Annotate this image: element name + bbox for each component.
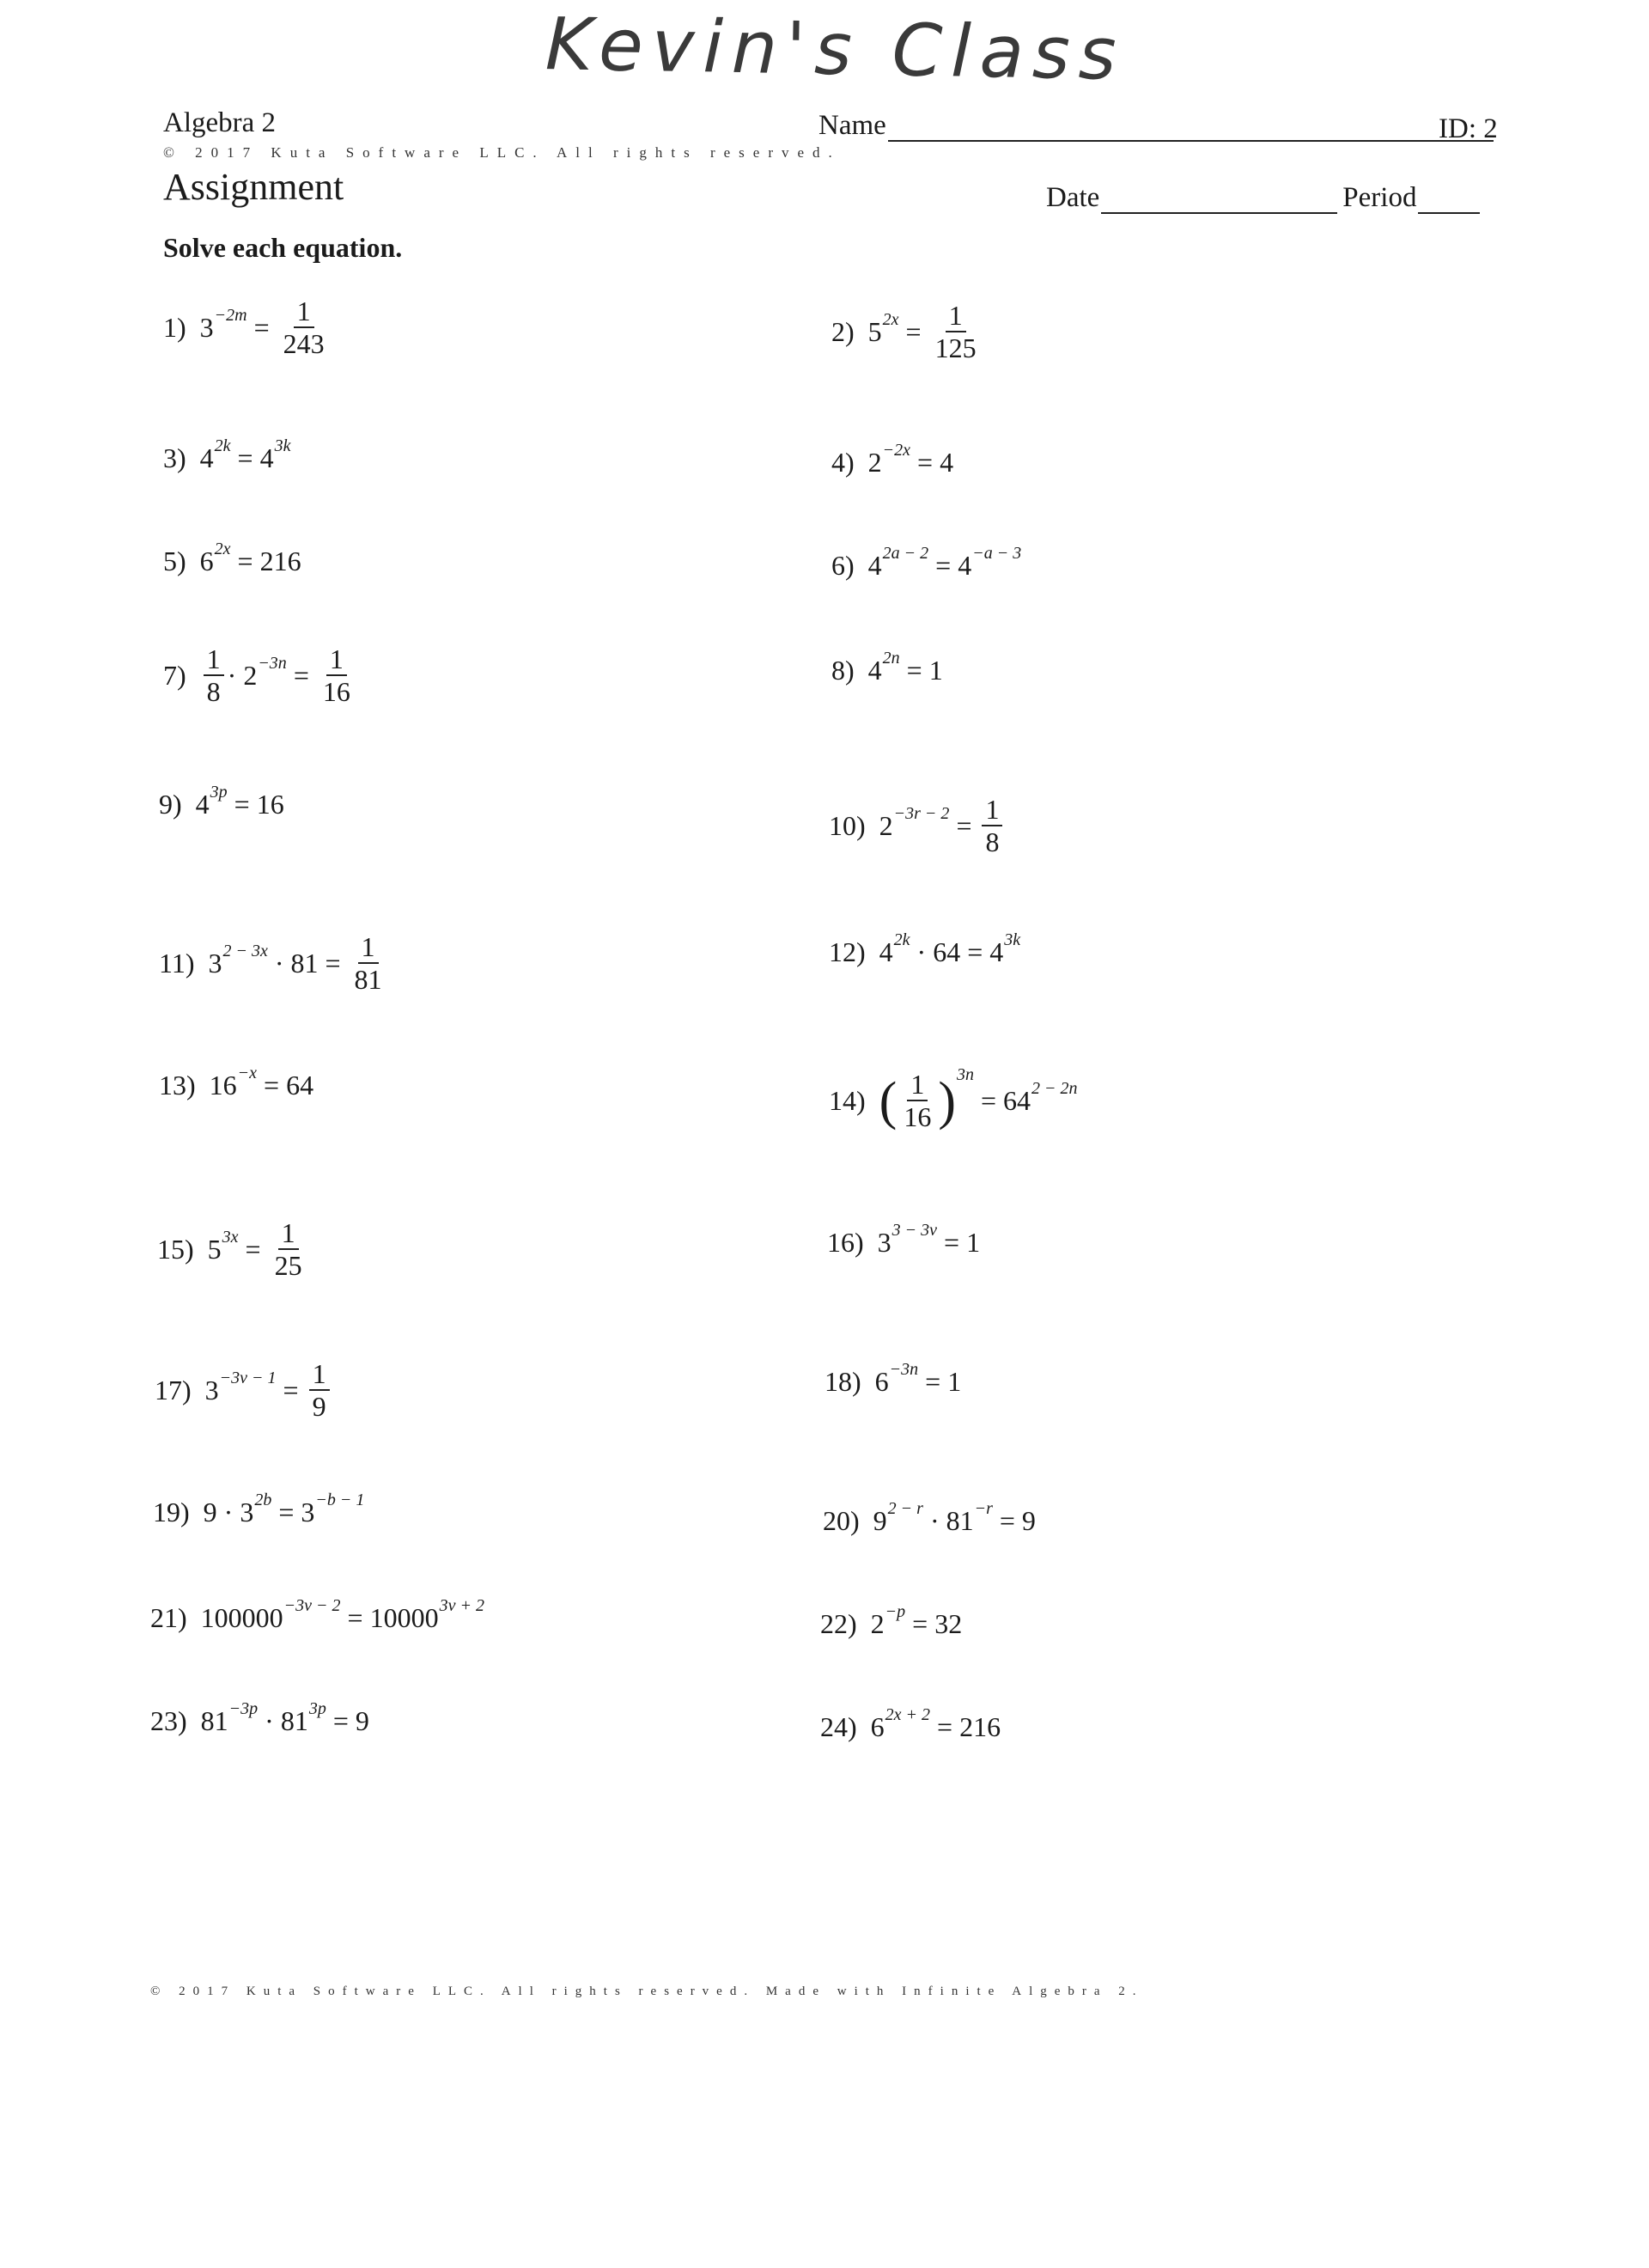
rhs-exponent: −r bbox=[974, 1499, 993, 1518]
base: 4 bbox=[867, 655, 882, 686]
rhs-exponent: 3v + 2 bbox=[439, 1596, 484, 1615]
rhs: = 4 bbox=[917, 447, 954, 478]
rhs-exponent: −b − 1 bbox=[315, 1491, 365, 1509]
base: 16 bbox=[209, 1070, 237, 1100]
problem-number: 1) bbox=[163, 312, 186, 344]
problem-number: 20) bbox=[823, 1505, 860, 1536]
fraction: $\frac{1}{243}$ bbox=[283, 296, 325, 360]
exponent: 2x + 2 bbox=[885, 1705, 931, 1724]
date-blank-line[interactable] bbox=[1101, 186, 1337, 214]
equals: = bbox=[293, 660, 309, 692]
exponent: 2 − 3x bbox=[222, 942, 268, 961]
header-copyright: © 2017 Kuta Software LLC. All rights reserved. bbox=[163, 144, 841, 161]
problem-number: 11) bbox=[159, 948, 195, 979]
problem-8 bbox=[831, 649, 943, 686]
base: 5 bbox=[207, 1234, 222, 1265]
exponent: 2k bbox=[214, 436, 231, 455]
rhs: = 32 bbox=[912, 1608, 963, 1639]
rhs: = 4 bbox=[935, 550, 972, 581]
fraction: $\frac{1}{9}$ bbox=[309, 1359, 330, 1423]
fraction: $\frac{1}{25}$ bbox=[274, 1217, 302, 1282]
exponent: −3v − 1 bbox=[219, 1369, 277, 1388]
base: 100000 bbox=[200, 1602, 283, 1633]
base: 4 bbox=[879, 936, 893, 967]
exponent: 2a − 2 bbox=[882, 544, 929, 563]
problem-number: 21) bbox=[150, 1602, 187, 1633]
period-label: Period bbox=[1342, 182, 1417, 213]
exponent: −x bbox=[237, 1064, 258, 1082]
exponent: 3n bbox=[956, 1065, 974, 1085]
exponent: 3 − 3v bbox=[891, 1221, 938, 1240]
rhs: = 1 bbox=[944, 1227, 981, 1258]
fraction: $\frac{1}{8}$ bbox=[204, 644, 224, 708]
problem-number: 5) bbox=[163, 546, 186, 576]
exponent: −p bbox=[885, 1602, 906, 1621]
rhs: = 1 bbox=[925, 1366, 962, 1397]
problem-number: 23) bbox=[150, 1705, 187, 1736]
rhs-exponent: −a − 3 bbox=[972, 544, 1022, 563]
problem-number: 6) bbox=[831, 550, 855, 581]
rhs: = 4 bbox=[237, 442, 274, 473]
base: 4 bbox=[867, 550, 882, 581]
base: 2 bbox=[867, 447, 882, 478]
equals: = bbox=[253, 312, 270, 344]
problem-number: 10) bbox=[829, 810, 866, 842]
problem-number: 9) bbox=[159, 789, 182, 820]
problem-number: 22) bbox=[820, 1608, 857, 1639]
base: 5 bbox=[867, 316, 882, 348]
problem-20 bbox=[823, 1499, 1036, 1537]
base: 3 bbox=[877, 1227, 891, 1258]
middle-term: · 81 = bbox=[274, 948, 341, 979]
equals: = bbox=[956, 810, 972, 842]
problem-2 bbox=[831, 301, 983, 364]
problem-number: 15) bbox=[157, 1234, 194, 1265]
tail: = 9 bbox=[332, 1705, 369, 1736]
course-title: Algebra 2 bbox=[163, 107, 277, 138]
exponent: 2x bbox=[214, 540, 231, 558]
problem-12 bbox=[829, 930, 1021, 968]
footer-copyright: © 2017 Kuta Software LLC. All rights reserved. Made with Infinite Algebra 2. bbox=[150, 1984, 1144, 1998]
base: 4 bbox=[199, 442, 214, 473]
id-label: ID: 2 bbox=[1439, 113, 1498, 144]
base: 6 bbox=[199, 546, 214, 576]
rhs-exponent: 3k bbox=[274, 436, 291, 455]
problem-number: 12) bbox=[829, 936, 866, 967]
fraction: $\frac{1}{81}$ bbox=[354, 931, 382, 996]
rhs: · 64 = 4 bbox=[916, 936, 1004, 967]
rhs: = 216 bbox=[937, 1711, 1001, 1742]
problem-17 bbox=[155, 1359, 333, 1423]
fraction: $\frac{1}{16}$ bbox=[322, 643, 350, 708]
base: 2 bbox=[870, 1608, 885, 1639]
base: 9 bbox=[873, 1505, 887, 1536]
problem-1 bbox=[163, 296, 332, 360]
problem-7 bbox=[163, 644, 357, 708]
name-field[interactable] bbox=[818, 110, 1494, 142]
rhs: = 64 bbox=[980, 1085, 1031, 1117]
exponent: 2k bbox=[893, 930, 910, 949]
equals: = bbox=[245, 1234, 261, 1265]
date-label: Date bbox=[1046, 182, 1100, 213]
problem-number: 19) bbox=[153, 1497, 190, 1527]
problem-number: 17) bbox=[155, 1375, 192, 1406]
problem-number: 8) bbox=[831, 655, 855, 686]
rhs: = 16 bbox=[234, 789, 284, 820]
problem-23 bbox=[150, 1699, 369, 1737]
problem-18 bbox=[824, 1360, 962, 1398]
base: 9 · 3 bbox=[203, 1497, 254, 1527]
problem-14 bbox=[829, 1065, 1078, 1133]
rhs: = 64 bbox=[264, 1070, 314, 1100]
base: 3 bbox=[208, 948, 222, 979]
period-blank-line[interactable] bbox=[1418, 186, 1480, 214]
problem-number: 16) bbox=[827, 1227, 864, 1258]
assignment-title: Assignment bbox=[163, 166, 344, 208]
base: 6 bbox=[874, 1366, 889, 1397]
rhs: = 10000 bbox=[347, 1602, 439, 1633]
problem-5 bbox=[163, 540, 301, 577]
rhs: · 81 bbox=[929, 1505, 974, 1536]
problem-4 bbox=[831, 441, 954, 479]
rhs: = 3 bbox=[278, 1497, 315, 1527]
exponent: 3p bbox=[210, 783, 228, 802]
fraction: $\frac{1}{125}$ bbox=[934, 300, 977, 364]
problem-number: 3) bbox=[163, 442, 186, 473]
problem-number: 18) bbox=[824, 1366, 861, 1397]
right-paren: ) bbox=[938, 1071, 956, 1131]
problem-9 bbox=[159, 783, 284, 820]
exponent: −3v − 2 bbox=[283, 1596, 341, 1615]
exponent: 2x bbox=[882, 310, 899, 330]
exponent: 2n bbox=[882, 649, 900, 668]
fraction: $\frac{1}{16}$ bbox=[904, 1069, 932, 1133]
exponent: −3r − 2 bbox=[893, 804, 950, 824]
instructions: Solve each equation. bbox=[163, 232, 403, 263]
name-label: Name bbox=[818, 110, 886, 141]
exponent: −2m bbox=[214, 306, 247, 326]
exponent: −3n bbox=[889, 1360, 919, 1379]
base: 2 bbox=[879, 810, 893, 842]
rhs: · 81 bbox=[265, 1705, 308, 1736]
problem-19 bbox=[153, 1491, 365, 1528]
tail: = 9 bbox=[999, 1505, 1036, 1536]
left-paren: ( bbox=[879, 1071, 898, 1131]
problem-6 bbox=[831, 544, 1022, 582]
equals: = bbox=[905, 316, 922, 348]
exponent: 2 − r bbox=[887, 1499, 923, 1518]
base: 4 bbox=[195, 789, 210, 820]
exponent: −2x bbox=[882, 441, 911, 460]
base: 3 bbox=[199, 312, 214, 344]
problem-24 bbox=[820, 1705, 1001, 1743]
problem-21 bbox=[150, 1596, 484, 1634]
equals: = bbox=[283, 1375, 299, 1406]
date-period-field[interactable] bbox=[1046, 182, 1480, 214]
name-blank-line[interactable] bbox=[888, 114, 1494, 142]
problem-number: 7) bbox=[163, 660, 186, 692]
problem-number: 13) bbox=[159, 1070, 196, 1100]
middle-term: · 2 bbox=[227, 660, 258, 692]
exponent: −3p bbox=[228, 1699, 259, 1718]
base: 81 bbox=[200, 1705, 228, 1736]
problem-10 bbox=[829, 795, 1006, 858]
base: 3 bbox=[204, 1375, 219, 1406]
fraction: $\frac{1}{8}$ bbox=[982, 795, 1002, 858]
rhs-exponent: 2 − 2n bbox=[1031, 1079, 1078, 1099]
problem-number: 24) bbox=[820, 1711, 857, 1742]
base: 6 bbox=[870, 1711, 885, 1742]
problem-number: 14) bbox=[829, 1085, 866, 1117]
problem-11 bbox=[159, 932, 389, 996]
problem-22 bbox=[820, 1602, 963, 1640]
problem-16 bbox=[827, 1221, 981, 1259]
problem-3 bbox=[163, 436, 291, 474]
handwritten-class-note: Kevin's Class bbox=[545, 2, 1126, 96]
problem-number: 4) bbox=[831, 447, 855, 478]
exponent: 3x bbox=[222, 1228, 239, 1247]
rhs-exponent: 3k bbox=[1004, 930, 1021, 949]
exponent: 2b bbox=[254, 1491, 272, 1509]
problem-13 bbox=[159, 1064, 314, 1101]
problem-number: 2) bbox=[831, 316, 855, 348]
exponent: −3n bbox=[258, 654, 287, 674]
problem-15 bbox=[157, 1218, 309, 1282]
rhs: = 1 bbox=[906, 655, 943, 686]
rhs: = 216 bbox=[237, 546, 301, 576]
rhs-exponent: 3p bbox=[308, 1699, 326, 1718]
